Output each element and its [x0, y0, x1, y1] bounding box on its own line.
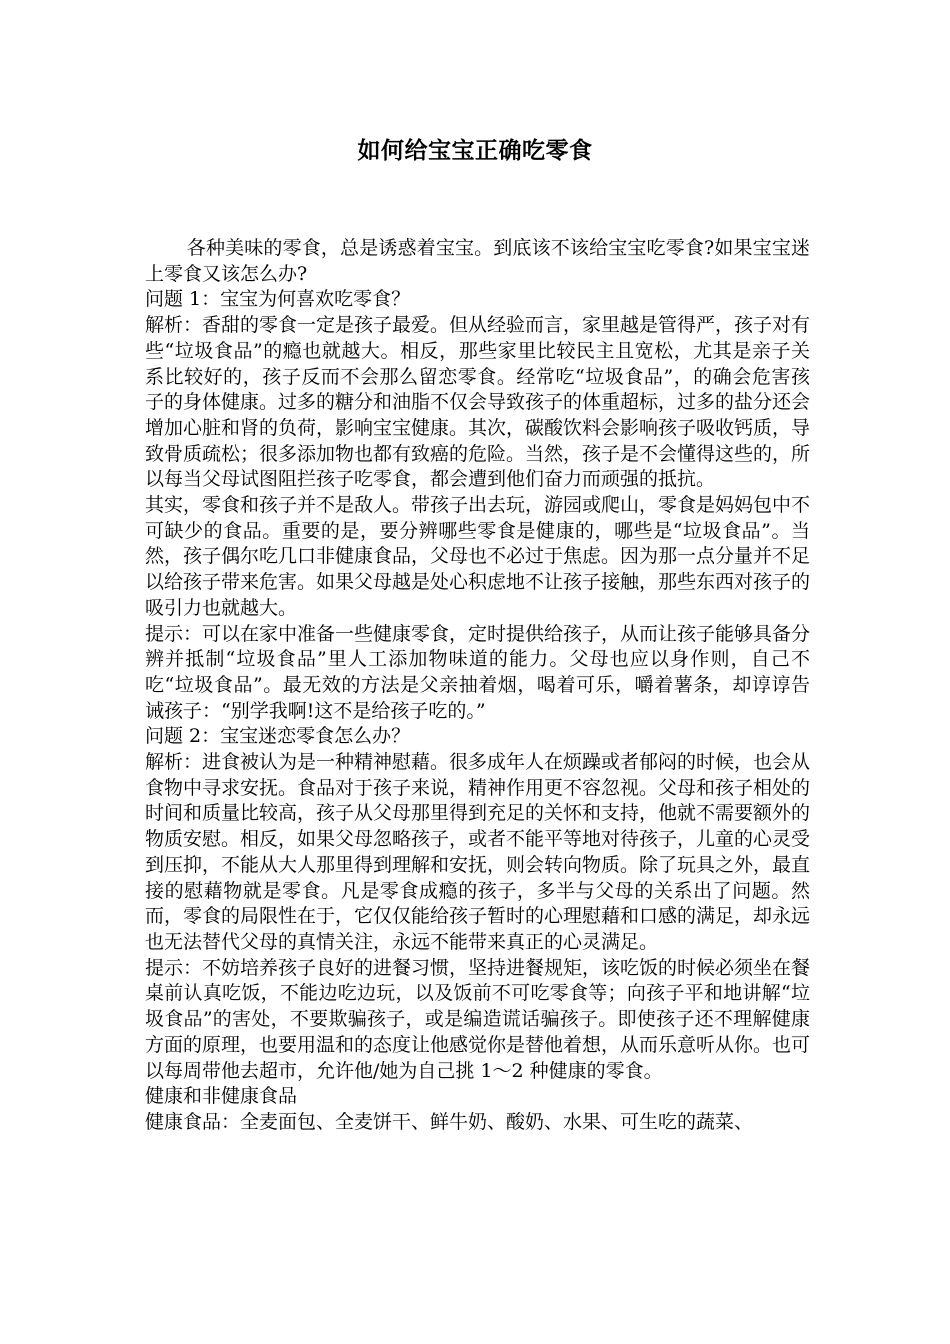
- question-1-analysis-continued: 其实，零食和孩子并不是敌人。带孩子出去玩，游园或爬山，零食是妈妈包中不可缺少的食品。重要的是，要分辨哪些零食是健康的，哪些是“垃圾食品”。当然，孩子偶尔吃几口非健康食品，父母也不必过于焦虑。因为那一点分量并不足以给孩子带来危害。如果父母越是处心积虑地不让孩子接触，那些东西对孩子的吸引力也就越大。: [145, 494, 811, 619]
- document-title: 如何给宝宝正确吃零食: [357, 137, 593, 164]
- document-body: [145, 236, 810, 1136]
- question-1-analysis: 解析：香甜的零食一定是孩子最爱。但从经验而言，家里越是管得严，孩子对有些“垃圾食品”的瘾也就越大。相反，那些家里比较民主且宽松，尤其是亲子关系比较好的，孩子反而不会那么留恋零食。经常吃“垃圾食品”，的确会危害孩子的身体健康。过多的糖分和油脂不仅会导致孩子的体重超标，过多的盐分还会增加心脏和肾的负荷，影响宝宝健康。其次，碳酸饮料会影响孩子吸收钙质，导致骨质疏松；很多添加物也都有致癌的危险。当然，孩子是不会懂得这些的，所以每当父母试图阻拦孩子吃零食，都会遭到他们奋力而顽强的抵抗。: [145, 314, 811, 491]
- question-2-analysis: 解析：进食被认为是一种精神慰藉。很多成年人在烦躁或者郁闷的时候，也会从食物中寻求安抚。食品对于孩子来说，精神作用更不容忽视。父母和孩子相处的时间和质量比较高，孩子从父母那里得到充足的关怀和支持，他就不需要额外的物质安慰。相反，如果父母忽略孩子，或者不能平等地对待孩子，儿童的心灵受到压抑，不能从大人那里得到理解和安抚，则会转向物质。除了玩具之外，最直接的慰藉物就是零食。凡是零食成瘾的孩子，多半与父母的关系出了问题。然而，零食的局限性在于，它仅仅能给孩子暂时的心理慰藉和口感的满足，却永远也无法替代父母的真情关注，永远不能带来真正的心灵满足。: [145, 751, 811, 953]
- healthy-foods-line: 健康食品：全麦面包、全麦饼干、鲜牛奶、酸奶、水果、可生吃的蔬菜、: [145, 1110, 754, 1133]
- question-1-heading: 问题 1：宝宝为何喜欢吃零食？: [145, 288, 411, 311]
- question-2-tip: 提示：不妨培养孩子良好的进餐习惯，坚持进餐规矩，该吃饭的时候必须坐在餐桌前认真吃饭，不能边吃边玩，以及饭前不可吃零食等；向孩子平和地讲解“垃圾食品”的害处，不要欺骗孩子，或是编造谎话骗孩子。即使孩子还不理解健康方面的原理，也要用温和的态度让他感觉你是替他着想，从而乐意听从你。也可以每周带他去超市，允许他/她为自己挑 1～2 种健康的零食。: [145, 956, 811, 1082]
- food-section-heading: 健康和非健康食品: [145, 1085, 298, 1108]
- intro-paragraph: 各种美味的零食，总是诱惑着宝宝。到底该不该给宝宝吃零食?如果宝宝迷上零食又该怎么办?: [145, 237, 810, 285]
- question-2-heading: 问题 2：宝宝迷恋零食怎么办？: [145, 725, 411, 748]
- question-1-tip: 提示：可以在家中准备一些健康零食，定时提供给孩子，从而让孩子能够具备分辨并抵制“垃圾食品”里人工添加物味道的能力。父母也应以身作则，自己不吃“垃圾食品”。最无效的方法是父亲抽着烟，喝着可乐，嚼着薯条，却谆谆告诫孩子：“别学我啊!这不是给孩子吃的。”: [145, 622, 811, 722]
